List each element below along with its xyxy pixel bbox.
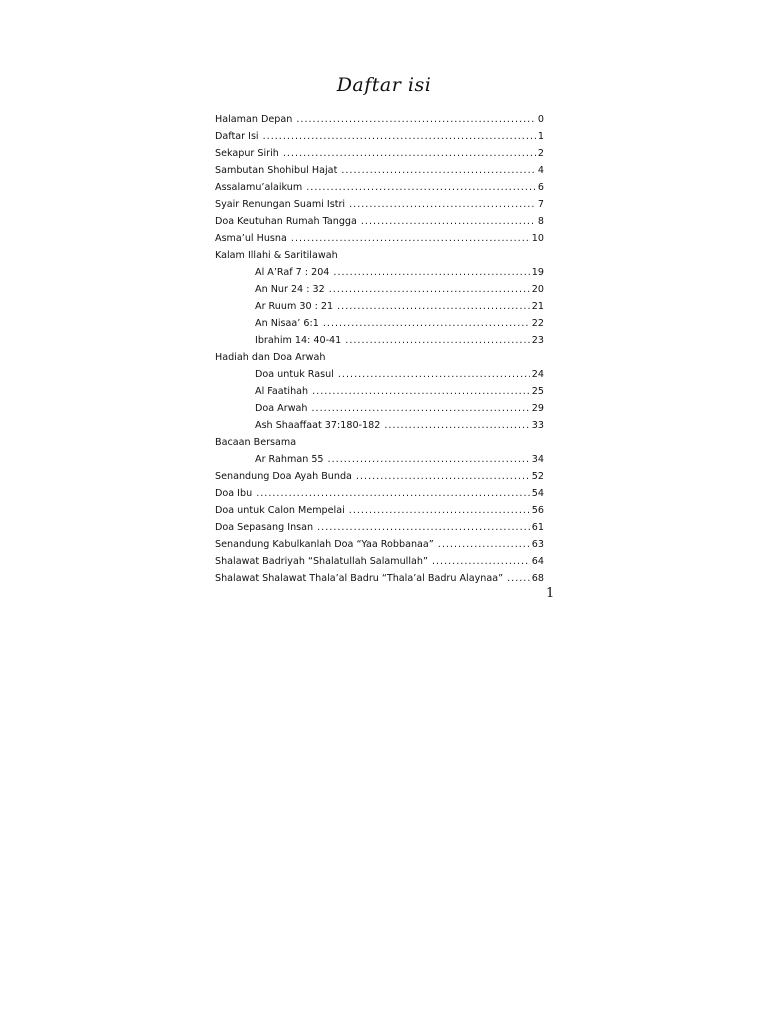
toc-dot-leader bbox=[341, 162, 536, 179]
toc-entry-label: Al A’Raf 7 : 204 bbox=[255, 267, 330, 278]
toc-entry-label: Doa untuk Rasul bbox=[255, 369, 334, 380]
toc-entry-label: Senandung Doa Ayah Bunda bbox=[215, 471, 352, 482]
toc-entry-label: Doa untuk Calon Mempelai bbox=[215, 505, 345, 516]
toc-entry bbox=[215, 349, 544, 366]
toc-entry-label: Sambutan Shohibul Hajat bbox=[215, 165, 338, 176]
toc-entry-label: Doa Keutuhan Rumah Tangga bbox=[215, 216, 357, 227]
toc-dot-leader bbox=[328, 451, 530, 468]
toc-entry-label: Halaman Depan bbox=[215, 114, 293, 125]
toc-entry-page: 68 bbox=[531, 573, 544, 584]
toc-entry bbox=[215, 213, 544, 230]
toc-entry bbox=[215, 434, 544, 451]
toc-subentry bbox=[215, 264, 544, 281]
toc-entry-page: 19 bbox=[531, 267, 544, 278]
toc-dot-leader bbox=[283, 145, 536, 162]
toc-entry-page: 56 bbox=[531, 505, 544, 516]
toc-entry bbox=[215, 128, 544, 145]
toc-entry-label: Al Faatihah bbox=[255, 386, 309, 397]
toc-entry-label: Daftar Isi bbox=[215, 131, 259, 142]
toc-dot-leader bbox=[312, 400, 530, 417]
toc-entry-page: 8 bbox=[537, 216, 544, 227]
toc-entry bbox=[215, 179, 544, 196]
toc-entry bbox=[215, 247, 544, 264]
toc-entry-label: Shalawat Badriyah “Shalatullah Salamullah” bbox=[215, 556, 428, 567]
table-of-contents bbox=[215, 111, 544, 587]
toc-subentry bbox=[215, 315, 544, 332]
toc-entry-page: 7 bbox=[537, 199, 544, 210]
toc-entry-page: 23 bbox=[531, 335, 544, 346]
toc-entry-page: 22 bbox=[531, 318, 544, 329]
toc-entry bbox=[215, 536, 544, 553]
toc-dot-leader bbox=[361, 213, 536, 230]
toc-entry-label: Doa Ibu bbox=[215, 488, 253, 499]
toc-entry-label: Doa Arwah bbox=[255, 403, 308, 414]
toc-entry-label: Ar Ruum 30 : 21 bbox=[255, 301, 334, 312]
toc-entry-label: Sekapur Sirih bbox=[215, 148, 279, 159]
toc-entry-label: Bacaan Bersama bbox=[215, 437, 297, 448]
toc-entry-page: 54 bbox=[531, 488, 544, 499]
toc-dot-leader bbox=[349, 502, 530, 519]
toc-entry-label: An Nur 24 : 32 bbox=[255, 284, 325, 295]
toc-entry-label: Senandung Kabulkanlah Doa “Yaa Robbanaa” bbox=[215, 539, 434, 550]
toc-subentry bbox=[215, 281, 544, 298]
toc-dot-leader bbox=[438, 536, 530, 553]
toc-dot-leader bbox=[349, 196, 536, 213]
toc-dot-leader bbox=[263, 128, 536, 145]
toc-entry bbox=[215, 145, 544, 162]
toc-entry bbox=[215, 502, 544, 519]
toc-entry-label: Asma’ul Husna bbox=[215, 233, 287, 244]
toc-entry-label: Ash Shaaffaat 37:180-182 bbox=[255, 420, 381, 431]
toc-subentry bbox=[215, 298, 544, 315]
toc-dot-leader bbox=[507, 570, 530, 587]
toc-entry-page: 34 bbox=[531, 454, 544, 465]
toc-entry bbox=[215, 570, 544, 587]
toc-dot-leader bbox=[384, 417, 529, 434]
toc-subentry bbox=[215, 383, 544, 400]
toc-dot-leader bbox=[356, 468, 530, 485]
toc-dot-leader bbox=[306, 179, 536, 196]
toc-dot-leader bbox=[256, 485, 530, 502]
toc-entry-label: Doa Sepasang Insan bbox=[215, 522, 314, 533]
toc-dot-leader bbox=[296, 111, 536, 128]
page-number: 1 bbox=[546, 586, 555, 601]
toc-entry-page: 6 bbox=[537, 182, 544, 193]
toc-entry-page: 52 bbox=[531, 471, 544, 482]
toc-entry-label: Kalam Illahi & Saritilawah bbox=[215, 250, 338, 261]
toc-entry-page: 10 bbox=[531, 233, 544, 244]
toc-entry-page: 63 bbox=[531, 539, 544, 550]
toc-dot-leader bbox=[312, 383, 530, 400]
toc-entry-page: 64 bbox=[531, 556, 544, 567]
toc-dot-leader bbox=[345, 332, 530, 349]
toc-subentry bbox=[215, 332, 544, 349]
toc-dot-leader bbox=[337, 298, 530, 315]
toc-entry-label: Assalamu’alaikum bbox=[215, 182, 303, 193]
toc-entry bbox=[215, 230, 544, 247]
toc-entry bbox=[215, 196, 544, 213]
toc-entry-page: 4 bbox=[537, 165, 544, 176]
toc-entry-label: Ar Rahman 55 bbox=[255, 454, 324, 465]
toc-entry bbox=[215, 111, 544, 128]
toc-dot-leader bbox=[291, 230, 530, 247]
toc-subentry bbox=[215, 417, 544, 434]
toc-entry-label: An Nisaa’ 6:1 bbox=[255, 318, 319, 329]
toc-entry-page: 0 bbox=[537, 114, 544, 125]
toc-entry-page: 29 bbox=[531, 403, 544, 414]
toc-dot-leader bbox=[333, 264, 529, 281]
toc-entry bbox=[215, 519, 544, 536]
toc-entry-page: 2 bbox=[537, 148, 544, 159]
toc-entry-label: Ibrahim 14: 40-41 bbox=[255, 335, 342, 346]
page-title: Daftar isi bbox=[336, 74, 432, 96]
toc-entry bbox=[215, 162, 544, 179]
toc-entry bbox=[215, 485, 544, 502]
toc-subentry bbox=[215, 451, 544, 468]
toc-dot-leader bbox=[338, 366, 530, 383]
toc-entry-page: 1 bbox=[537, 131, 544, 142]
toc-subentry bbox=[215, 366, 544, 383]
toc-dot-leader bbox=[432, 553, 530, 570]
toc-entry bbox=[215, 468, 544, 485]
toc-entry-page: 61 bbox=[531, 522, 544, 533]
toc-entry-page: 21 bbox=[531, 301, 544, 312]
toc-entry bbox=[215, 553, 544, 570]
toc-entry-label: Syair Renungan Suami Istri bbox=[215, 199, 346, 210]
toc-entry-page: 33 bbox=[531, 420, 544, 431]
toc-dot-leader bbox=[329, 281, 530, 298]
toc-entry-label: Shalawat Shalawat Thala’al Badru “Thala’al Badru Alaynaa” bbox=[215, 573, 504, 584]
toc-subentry bbox=[215, 400, 544, 417]
toc-entry-page: 24 bbox=[531, 369, 544, 380]
toc-dot-leader bbox=[317, 519, 530, 536]
toc-entry-label: Hadiah dan Doa Arwah bbox=[215, 352, 326, 363]
toc-entry-page: 25 bbox=[531, 386, 544, 397]
toc-dot-leader bbox=[323, 315, 530, 332]
toc-entry-page: 20 bbox=[531, 284, 544, 295]
